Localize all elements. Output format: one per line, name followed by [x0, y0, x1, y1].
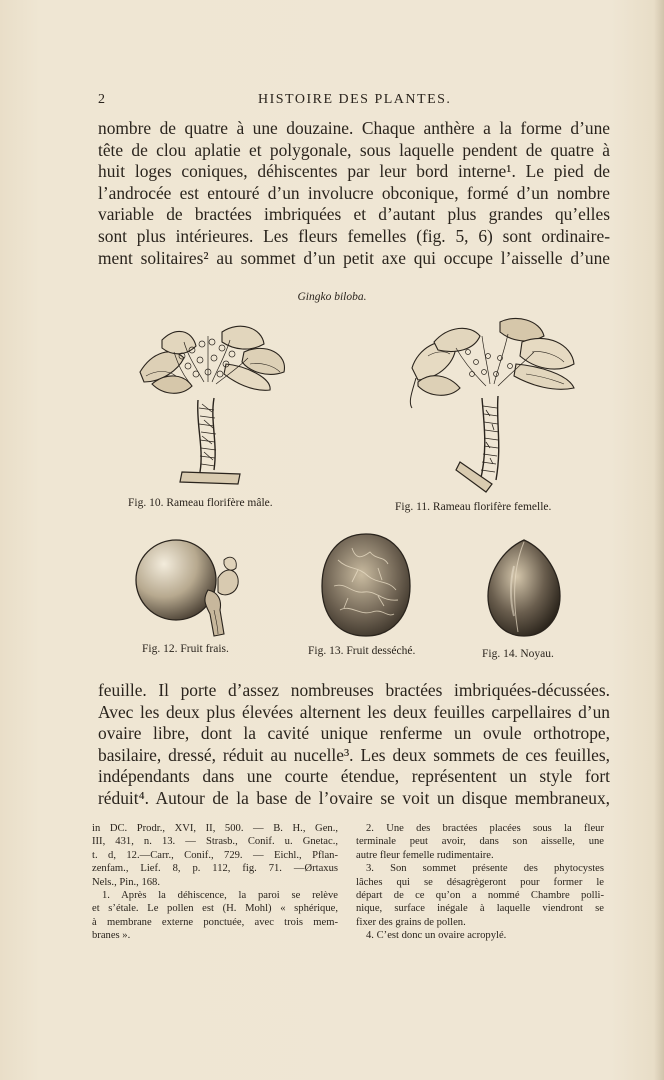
text-line: feuille. Il porte d’assez nombreuses bractées imbriquées-décussées. [98, 680, 610, 700]
fig-10-caption: Fig. 10. Rameau florifère mâle. [128, 497, 273, 509]
footnote-line: 1. Après la déhiscence, la paroi se relève [102, 890, 338, 902]
footnote-line: Nels., Pin., 168. [92, 876, 160, 888]
footnote-line: 3. Son sommet présente des phytocystes [366, 863, 604, 875]
dried-fruit-engraving [318, 530, 414, 642]
fig-11-caption: Fig. 11. Rameau florifère femelle. [395, 501, 552, 513]
plate-caption: Gingko biloba. [297, 291, 367, 303]
text-line: ovaire libre, dont la cavité unique renferme un ovule orthotrope, [98, 723, 610, 744]
footnote-line: branes ». [92, 930, 131, 942]
footnote-line: fixer des grains de pollen. [356, 916, 466, 928]
fig-13-caption: Fig. 13. Fruit desséché. [308, 645, 416, 657]
fig-14-illustration [484, 536, 564, 642]
text-line: Avec les deux plus élevées alternent les deux feuilles carpellaires d’un [98, 701, 610, 722]
footnote-line: 2. Une des bractées placées sous la fleur [366, 823, 604, 834]
footnote-line: in DC. Prodr., XVI, II, 500. — B. H., Gen., [92, 823, 338, 834]
text-line: nombre de quatre à une douzaine. Chaque anthère a la forme d’une [98, 118, 610, 138]
footnote-line: t. d, 12.—Carr., Conif., 729. — Eichl., Pflan- [92, 849, 338, 861]
footnote-line: à membrane externe ponctuée, avec trois mem- [92, 916, 338, 928]
page-number: 2 [98, 92, 107, 107]
footnote-line: et s’étale. Le pollen est (H. Mohl) « sphérique, [92, 903, 338, 915]
fig-12-illustration [128, 534, 250, 644]
text-line: tête de clou aplatie et polygonale, sous laquelle pendent de quatre à [98, 139, 610, 160]
nut-engraving [484, 536, 564, 642]
footnote-line: terminale peut avoir, dans son aisselle, une [356, 836, 604, 848]
running-head [98, 92, 610, 112]
footnote-line: 4. C’est donc un ovaire acropylé. [366, 930, 507, 942]
fig-13-illustration [318, 530, 414, 642]
fresh-fruit-engraving [128, 534, 250, 644]
paragraph-2 [98, 680, 610, 810]
footnotes-right-column [356, 822, 604, 943]
fig-12-caption: Fig. 12. Fruit frais. [142, 643, 229, 655]
page-gutter-shadow [654, 0, 664, 1080]
footnote-line: nique, surface inégale à laquelle viendront se [356, 903, 604, 915]
paragraph-1 [98, 118, 610, 269]
male-branch-engraving [122, 312, 292, 490]
footnote-line: III, 431, n. 13. — Strasb., Conif. u. Gnetac., [92, 836, 338, 848]
text-line: ment solitaires² au sommet d’un petit axe qui occupe l’aisselle d’une [98, 247, 610, 268]
footnote-line: autre fleur femelle rudimentaire. [356, 849, 494, 861]
text-line: basilaire, dressé, réduit au nucelle³. Les deux sommets de ces feuilles, [98, 744, 610, 765]
fig-11-illustration [404, 312, 580, 494]
female-branch-engraving [404, 312, 580, 494]
text-line: l’androcée est entouré d’un involucre obconique, formé d’un nombre [98, 182, 610, 203]
footnote-line: lâches qui se désagrègeront pour former le [356, 876, 604, 888]
text-line: huit loges coniques, déhiscentes par leur bord interne¹. Le pied de [98, 161, 610, 182]
text-line: variable de bractées imbriquées et d’autant plus grandes qu’elles [98, 204, 610, 225]
footnotes-left-column [92, 822, 338, 943]
fig-14-caption: Fig. 14. Noyau. [482, 648, 554, 660]
footnote-line: départ de ce qu’on a nommé Chambre polli- [356, 890, 604, 902]
footnote-line: zenfam., Lief. 8, p. 112, fig. 71. —Ørtaxus [92, 863, 338, 875]
running-title: HISTOIRE DES PLANTES. [258, 92, 452, 107]
fig-10-illustration [122, 312, 292, 490]
text-line: indépendants dans une courte étendue, représentent un style fort [98, 766, 610, 787]
text-line: sont plus intérieures. Les fleurs femelles (fig. 5, 6) sont ordinaire- [98, 225, 610, 246]
text-line: réduit⁴. Autour de la base de l’ovaire se voit un disque membraneux, [98, 787, 610, 808]
